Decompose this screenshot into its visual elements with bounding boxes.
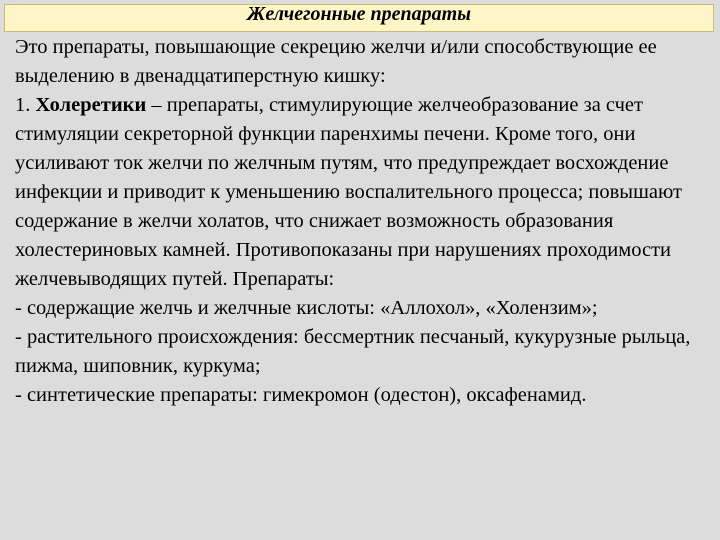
bullet-item: - синтетические препараты: гимекромон (одестон), оксафенамид. xyxy=(15,384,587,406)
slide-body xyxy=(15,33,715,410)
intro-paragraph: Это препараты, повышающие секрецию желчи и/или способствующие ее выделению в двенадцатиперстную кишку: xyxy=(15,36,657,87)
item-1-term: Холеретики xyxy=(35,94,147,116)
item-1-number: 1. xyxy=(15,94,31,116)
slide-title: Желчегонные препараты xyxy=(246,3,471,25)
bullet-item: - содержащие желчь и желчные кислоты: «Аллохол», «Холензим»; xyxy=(15,297,598,319)
bullet-item: - растительного происхождения: бессмертник песчаный, кукурузные рыльца, пижма, шиповник, куркума; xyxy=(15,326,691,377)
item-1-paragraph xyxy=(15,91,715,294)
item-1-text: – препараты, стимулирующие желчеобразование за счет стимуляции секреторной функции паренхимы печени. Кроме того, они усиливают ток желчи по желчным путям, что предупреждает восхождение инфекции и приводит к уменьшению воспалительного процесса; повышают содержание в желчи холатов, что снижает возможность образования холестериновых камней. Противопоказаны при нарушениях проходимости желчевыводящих путей. Препараты: xyxy=(15,94,682,290)
